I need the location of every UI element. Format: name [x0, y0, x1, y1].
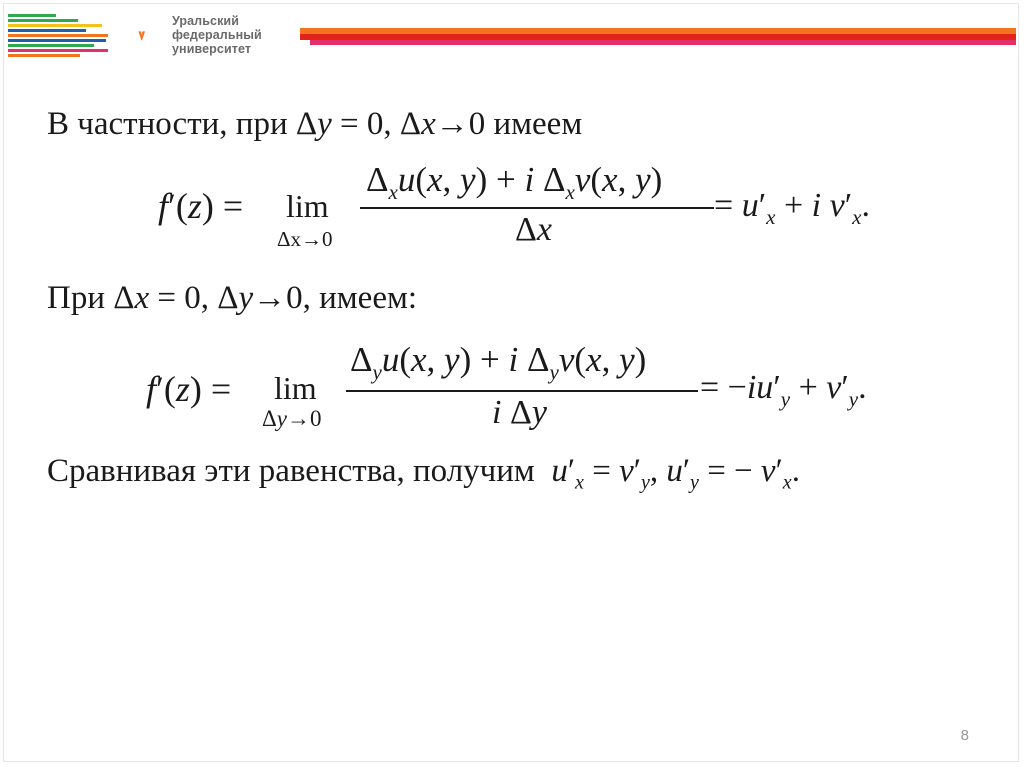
- eq1-rhs: = $u'_x + i$ $v'_x$.: [714, 187, 870, 229]
- eq2-lhs: f′(z) =: [146, 369, 232, 409]
- eq1-lim-sub: Δx→0: [277, 227, 333, 251]
- text-line-2: [47, 280, 417, 317]
- university-logo-icon: [138, 14, 172, 58]
- eq2-numerator: $\Delta_yu(x$, y) + i $\Delta_yv(x$, y): [350, 340, 647, 384]
- eq1-numerator: $\Delta_xu(x$, y) + i $\Delta_xv(x$, y): [366, 160, 663, 204]
- eq2-denominator: i Δy: [492, 394, 547, 431]
- eq1-lhs: f′(z) =: [158, 186, 244, 226]
- page-number: 8: [960, 727, 969, 744]
- text-line-1-render: В частности, при Δy = 0, Δx→0 имеем: [47, 106, 583, 142]
- text-line-3-render: Сравнивая эти равенства, получим $u'_x = v'_y$, $u'_y$ = − $v'_x$.: [47, 453, 800, 494]
- text-line-1: [47, 106, 582, 143]
- eq1-denominator: Δx: [515, 211, 552, 248]
- eq2-lim-sub: Δy→0: [262, 406, 322, 431]
- university-name: Уральский федеральный университет: [172, 14, 262, 56]
- eq2-rhs: = $-iu'_y + v'_y$.: [700, 369, 867, 411]
- eq2-fraction-bar: [346, 390, 698, 392]
- eq2-lim: lim: [274, 370, 317, 406]
- eq1-fraction-bar: [360, 207, 714, 209]
- text-line-3: [47, 453, 800, 495]
- eq1-lim: lim: [286, 188, 329, 224]
- text-line-2-render: При Δx = 0, Δy→0, имеем:: [47, 280, 418, 316]
